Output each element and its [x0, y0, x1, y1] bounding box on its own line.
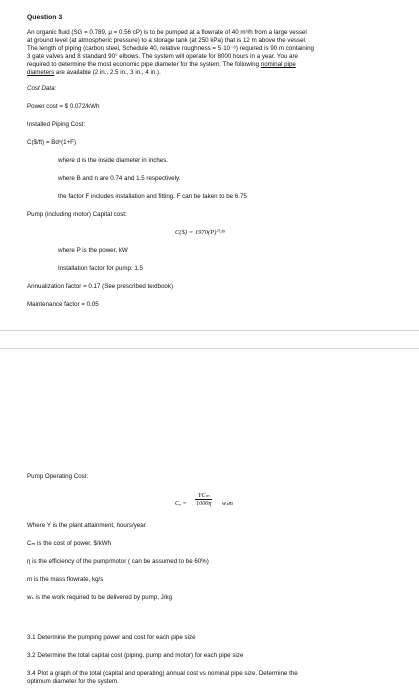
where-b-n-text: where B and n are 0.74 and 1.5 respectively.	[58, 175, 181, 182]
intro-line-4: 3 gate valves and 8 standard 90° elbows. The system will operate for 8000 hours in a year. You are	[27, 53, 298, 60]
diameters-link: diameters	[27, 69, 55, 76]
intro-line-3: The length of piping (carbon steel, Schedule 40, relative roughness = 5·10⁻⁶) required is 90 m containing	[27, 45, 314, 52]
question-3-4-line-1: 3.4 Plot a graph of the total (capital and operating) annual cost vs nominal pipe size. Determine the	[27, 670, 298, 677]
intro-line-1: An organic fluid (SG = 0.789, μ = 0.56 cP) is to be pumped at a flowrate of 40 m³/h from a large vessel	[27, 29, 307, 36]
op-formula-denominator: 1000η	[196, 500, 212, 508]
op-formula-fraction	[195, 492, 212, 508]
power-cost: Power cost = $ 0.072/kWh	[27, 103, 100, 110]
installation-factor: Installation factor for pump: 1.5	[58, 265, 143, 272]
mass-flowrate-text: m is the mass flowrate, kg/s	[27, 576, 104, 583]
pump-capital-formula: C($) = 1970(P)⁰·³⁵	[175, 229, 226, 236]
where-d-text: where d is the inside diameter in inches.	[58, 157, 169, 164]
factor-f-text: the factor F includes installation and fitting. F can be taken to be 6.75	[58, 193, 247, 200]
work-text: wₛ is the work required to be delivered by pump, J/kg	[27, 594, 173, 601]
annualization-factor: Annualization factor = 0.17 (See prescribed textbook)	[27, 283, 174, 290]
intro-line-5	[27, 61, 296, 68]
efficiency-text: η is the efficiency of the pump/motor ( can be assumed to be 60%)	[27, 558, 209, 565]
where-p-text: where P is the power, kW	[58, 247, 128, 254]
intro-line-2: at ground level (at atmospheric pressure) to a storage tank (at 250 kPa) that is 12 m above the vessel.	[27, 37, 307, 44]
installed-piping-cost-label: Installed Piping Cost:	[27, 121, 86, 128]
cost-data-label: Cost Data:	[27, 85, 57, 92]
question-3-4-line-2: optimum diameter for the system.	[27, 678, 119, 685]
page-divider-top	[0, 330, 419, 331]
question-3-1: 3.1 Determine the pumping power and cost for each pipe size	[27, 634, 196, 641]
pump-operating-cost-label: Pump Operating Cost:	[27, 473, 89, 480]
maintenance-factor: Maintenance factor = 0.05	[27, 301, 99, 308]
op-formula-lhs: Cₒ =	[175, 500, 187, 507]
op-formula-numerator: YCₘ	[195, 492, 212, 500]
op-formula-rhs: wₛm	[222, 500, 233, 507]
intro-line-5-text: required to determine the most economic pipe diameter for the system. The following	[27, 61, 260, 68]
question-title: Question 3	[27, 14, 63, 21]
pump-capital-cost-label: Pump (including motor) Capital cost:	[27, 211, 127, 218]
intro-line-6-text: are available (2 in., 2.5 in., 3 in., 4 in.).	[54, 69, 161, 76]
question-3-2: 3.2 Determine the total capital cost (piping, pump and motor) for each pipe size	[27, 652, 244, 659]
cost-of-power-text: Cₘ is the cost of power, $/kWh	[27, 540, 111, 547]
where-y-text: Where Y is the plant attainment, hours/year	[27, 522, 146, 529]
page-divider-bottom	[0, 348, 419, 349]
nominal-pipe-link: nominal pipe	[260, 61, 296, 68]
piping-cost-formula: C($/ft) = Bdⁿ(1+F)	[27, 139, 77, 146]
intro-line-6	[27, 69, 161, 76]
